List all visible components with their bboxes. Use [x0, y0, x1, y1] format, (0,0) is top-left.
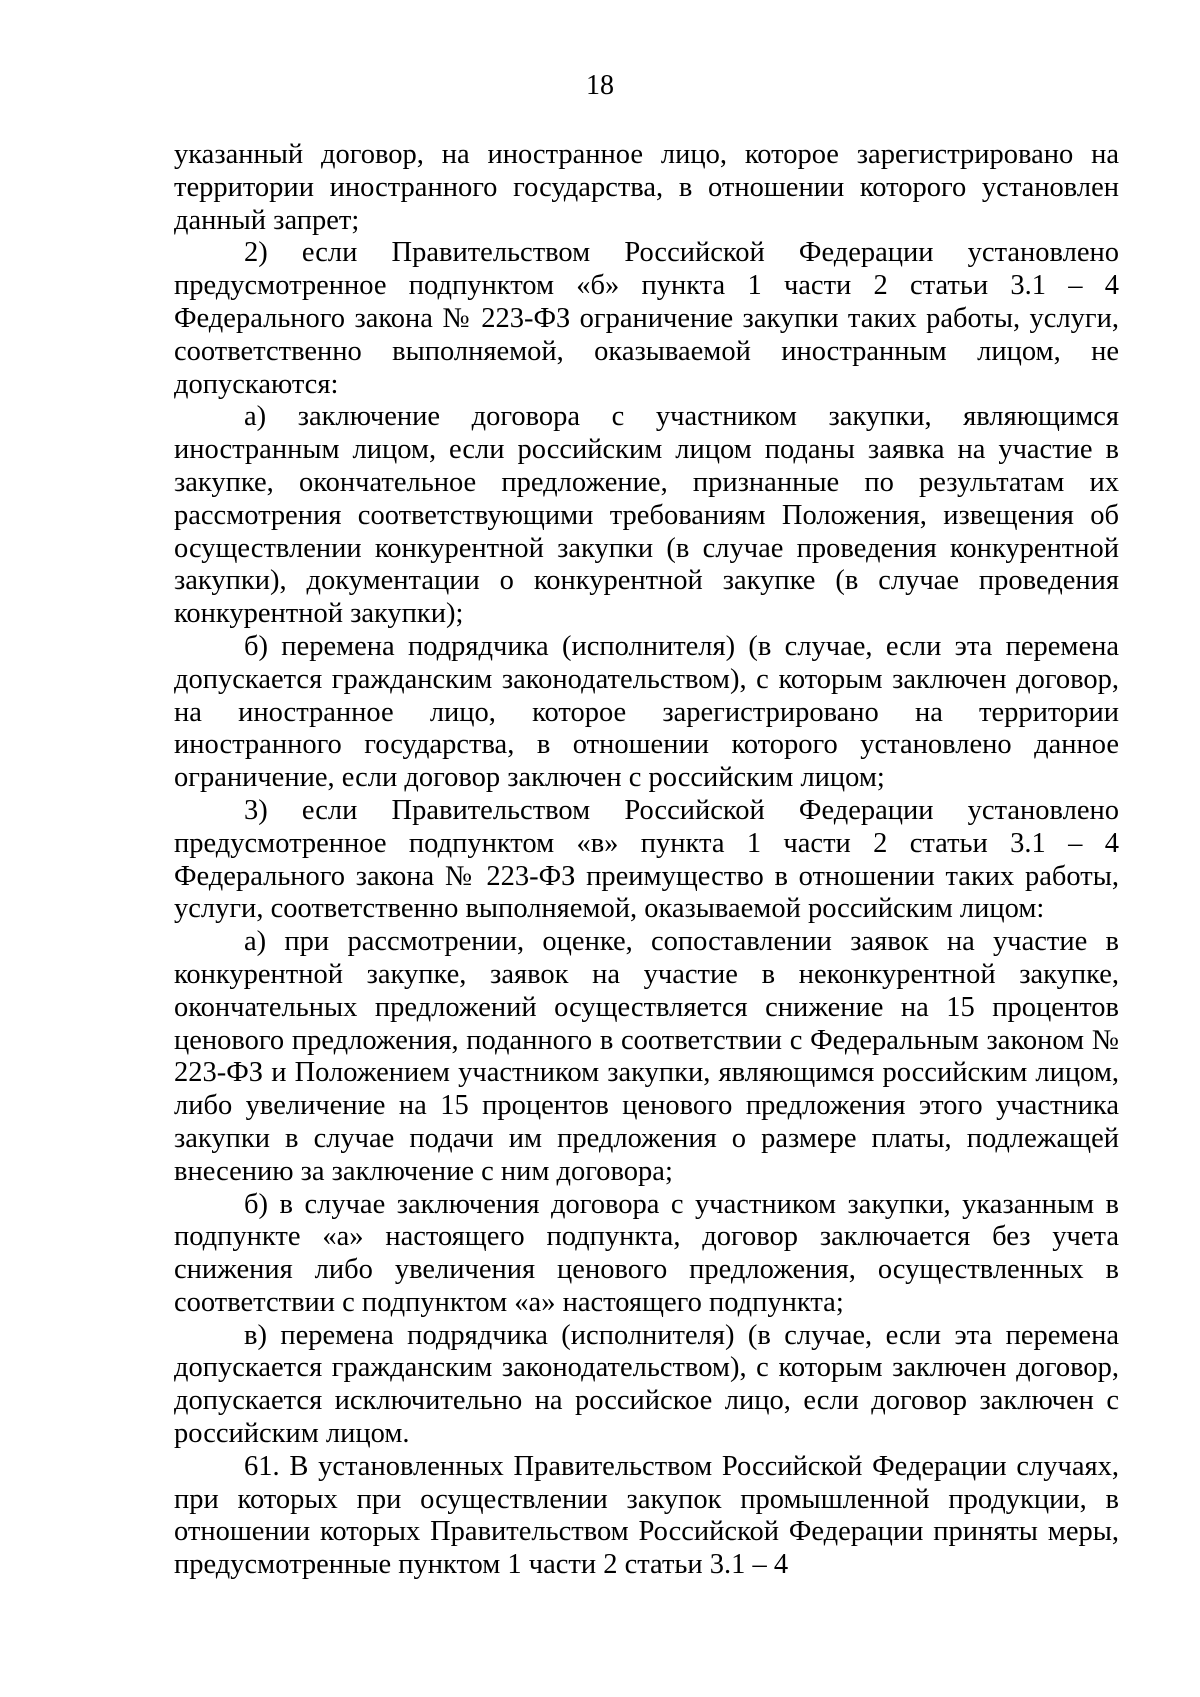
paragraph-continuation: указанный договор, на иностранное лицо, которое зарегистрировано на территории иностранного государства, в отношении которого установлен данный запрет; [174, 139, 1119, 236]
paragraph-subitem-3a: а) при рассмотрении, оценке, сопоставлении заявок на участие в конкурентной закупке, заявок на участие в неконкурентной закупке, окончательных предложений осуществляется снижение на 15 процентов ценового предложения, поданного в соответствии с Федеральным законом № 223-ФЗ и Положением участником закупки, являющимся российским лицом, либо увеличение на 15 процентов ценового предложения этого участника закупки в случае подачи им предложения о размере платы, подлежащей внесению за заключение с ним договора; [174, 926, 1119, 1187]
paragraph-subitem-2a: а) заключение договора с участником закупки, являющимся иностранным лицом, если российским лицом поданы заявка на участие в закупке, окончательное предложение, признанные по результатам их рассмотрения соответствующими требованиям Положения, извещения об осуществлении конкурентной закупки (в случае проведения конкурентной закупки), документации о конкурентной закупке (в случае проведения конкурентной закупки); [174, 401, 1119, 630]
document-body [174, 139, 1119, 1582]
paragraph-subitem-2b: б) перемена подрядчика (исполнителя) (в случае, если эта перемена допускается гражданским законодательством), с которым заключен договор, на иностранное лицо, которое зарегистрировано на территории иностранного государства, в отношении которого установлено данное ограничение, если договор заключен с российским лицом; [174, 630, 1119, 794]
page-number: 18 [586, 70, 614, 101]
paragraph-subitem-3c: в) перемена подрядчика (исполнителя) (в случае, если эта перемена допускается гражданским законодательством), с которым заключен договор, допускается исключительно на российское лицо, если договор заключен с российским лицом. [174, 1319, 1119, 1450]
paragraph-clause-61: 61. В установленных Правительством Российской Федерации случаях, при которых при осуществлении закупок промышленной продукции, в отношении которых Правительством Российской Федерации приняты меры, предусмотренные пунктом 1 части 2 статьи 3.1 – 4 [174, 1450, 1119, 1581]
paragraph-item-2: 2) если Правительством Российской Федерации установлено предусмотренное подпунктом «б» пункта 1 части 2 статьи 3.1 – 4 Федерального закона № 223-ФЗ ограничение закупки таких работы, услуги, соответственно выполняемой, оказываемой иностранным лицом, не допускаются: [174, 237, 1119, 400]
paragraph-subitem-3b: б) в случае заключения договора с участником закупки, указанным в подпункте «а» настоящего подпункта, договор заключается без учета снижения либо увеличения ценового предложения, осуществленных в соответствии с подпунктом «а» настоящего подпункта; [174, 1188, 1119, 1318]
paragraph-item-3: 3) если Правительством Российской Федерации установлено предусмотренное подпунктом «в» пункта 1 части 2 статьи 3.1 – 4 Федерального закона № 223-ФЗ преимущество в отношении таких работы, услуги, соответственно выполняемой, оказываемой российским лицом: [174, 794, 1119, 925]
